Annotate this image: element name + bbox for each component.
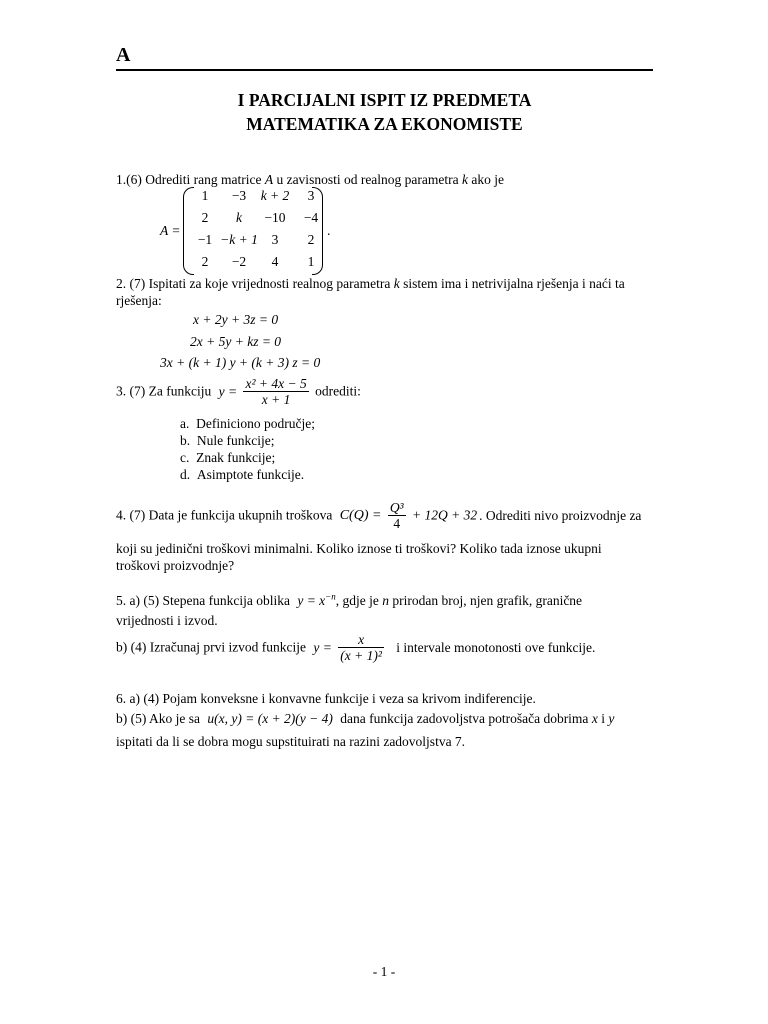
matrix-label: A =: [160, 223, 181, 238]
question-4-line3: troškovi proizvodnje?: [116, 558, 235, 573]
matrix-period: .: [327, 223, 331, 238]
section-letter: A: [116, 44, 131, 66]
matrix-cell: −k + 1: [220, 232, 258, 247]
question-2-text: 2. (7) Ispitati za koje vrijednosti realnog parametra k sistem ima i netrivijalna rješenja i naći ta: [116, 276, 625, 291]
matrix-cell: −10: [264, 210, 286, 225]
question-3-text: 3. (7) Za funkciju y = $\frac{\text{x² + 4x − 5}}{x + 1}$ odrediti:: [116, 376, 361, 407]
matrix-cell: k: [236, 210, 242, 225]
matrix-cell: k + 2: [260, 188, 290, 203]
equation-2: 2x + 5y + kz = 0: [190, 334, 282, 349]
question-5a-line2: vrijednosti i izvod.: [116, 613, 218, 628]
matrix-cell: −2: [231, 254, 247, 269]
matrix-cell: 1: [307, 254, 315, 269]
question-4-line2: koji su jedinični troškovi minimalni. Koliko iznose ti troškovi? Koliko tada iznose ukupni: [116, 541, 602, 556]
list-item: a. Definiciono područje;: [180, 416, 315, 431]
header-rule: [116, 69, 653, 71]
page-title-line2: MATEMATIKA ZA EKONOMISTE: [246, 114, 523, 134]
matrix-cell: −4: [303, 210, 319, 225]
question-6a-text: 6. a) (4) Pojam konveksne i konvavne funkcije i veza sa krivom indiferencije.: [116, 691, 536, 706]
list-item: c. Znak funkcije;: [180, 450, 276, 465]
matrix-cell: 2: [201, 254, 209, 269]
matrix-cell: 4: [271, 254, 279, 269]
matrix-cell: 1: [201, 188, 209, 203]
equation-3: 3x + (k + 1) y + (k + 3) z = 0: [160, 355, 321, 370]
page-title-line1: I PARCIJALNI ISPIT IZ PREDMETA: [237, 90, 532, 110]
matrix-cell: −1: [197, 232, 213, 247]
equation-1: x + 2y + 3z = 0: [193, 312, 279, 327]
question-2-line2: rješenja:: [116, 293, 162, 308]
question-6b-line2: ispitati da li se dobra mogu supstituirati na razini zadovoljstva 7.: [116, 734, 466, 749]
question-1-text: 1.(6) Odrediti rang matrice A u zavisnosti od realnog parametra k ako je: [116, 172, 505, 187]
question-4-text: 4. (7) Data je funkcija ukupnih troškova C(Q) = $\frac{\text{Q³}}{4}$ + 12Q + 32 . Odrediti nivo proizvodnje za: [116, 500, 642, 531]
question-6b-text: b) (5) Ako je sa u(x, y) = (x + 2)(y − 4) dana funkcija zadovoljstva potrošača dobrima x i y: [116, 711, 615, 726]
list-item: b. Nule funkcije;: [180, 433, 275, 448]
matrix-cell: −3: [231, 188, 247, 203]
matrix-cell: 2: [201, 210, 209, 225]
list-item: d. Asimptote funkcije.: [180, 467, 305, 482]
matrix-a: [183, 187, 323, 275]
question-5b-text: b) (4) Izračunaj prvi izvod funkcije y = $\frac{x}{\text{(x + 1)²}}$ i intervale monotonosti ove funkcije.: [116, 632, 596, 663]
fraction-q5: $\frac{x}{\text{(x + 1)²}}$: [340, 632, 382, 663]
matrix-cell: 3: [307, 188, 315, 203]
matrix-cell: 2: [307, 232, 315, 247]
fraction-q4: $\frac{\text{Q³}}{4}$: [389, 500, 404, 531]
matrix-cell: 3: [271, 232, 279, 247]
fraction-q3: $\frac{\text{x² + 4x − 5}}{x + 1}$: [245, 376, 307, 407]
page-number: - 1 -: [372, 964, 396, 979]
question-5a-text: 5. a) (5) Stepena funkcija oblika $y = x^{-n}$, gdje je n prirodan broj, njen grafik, granične: [116, 591, 583, 608]
